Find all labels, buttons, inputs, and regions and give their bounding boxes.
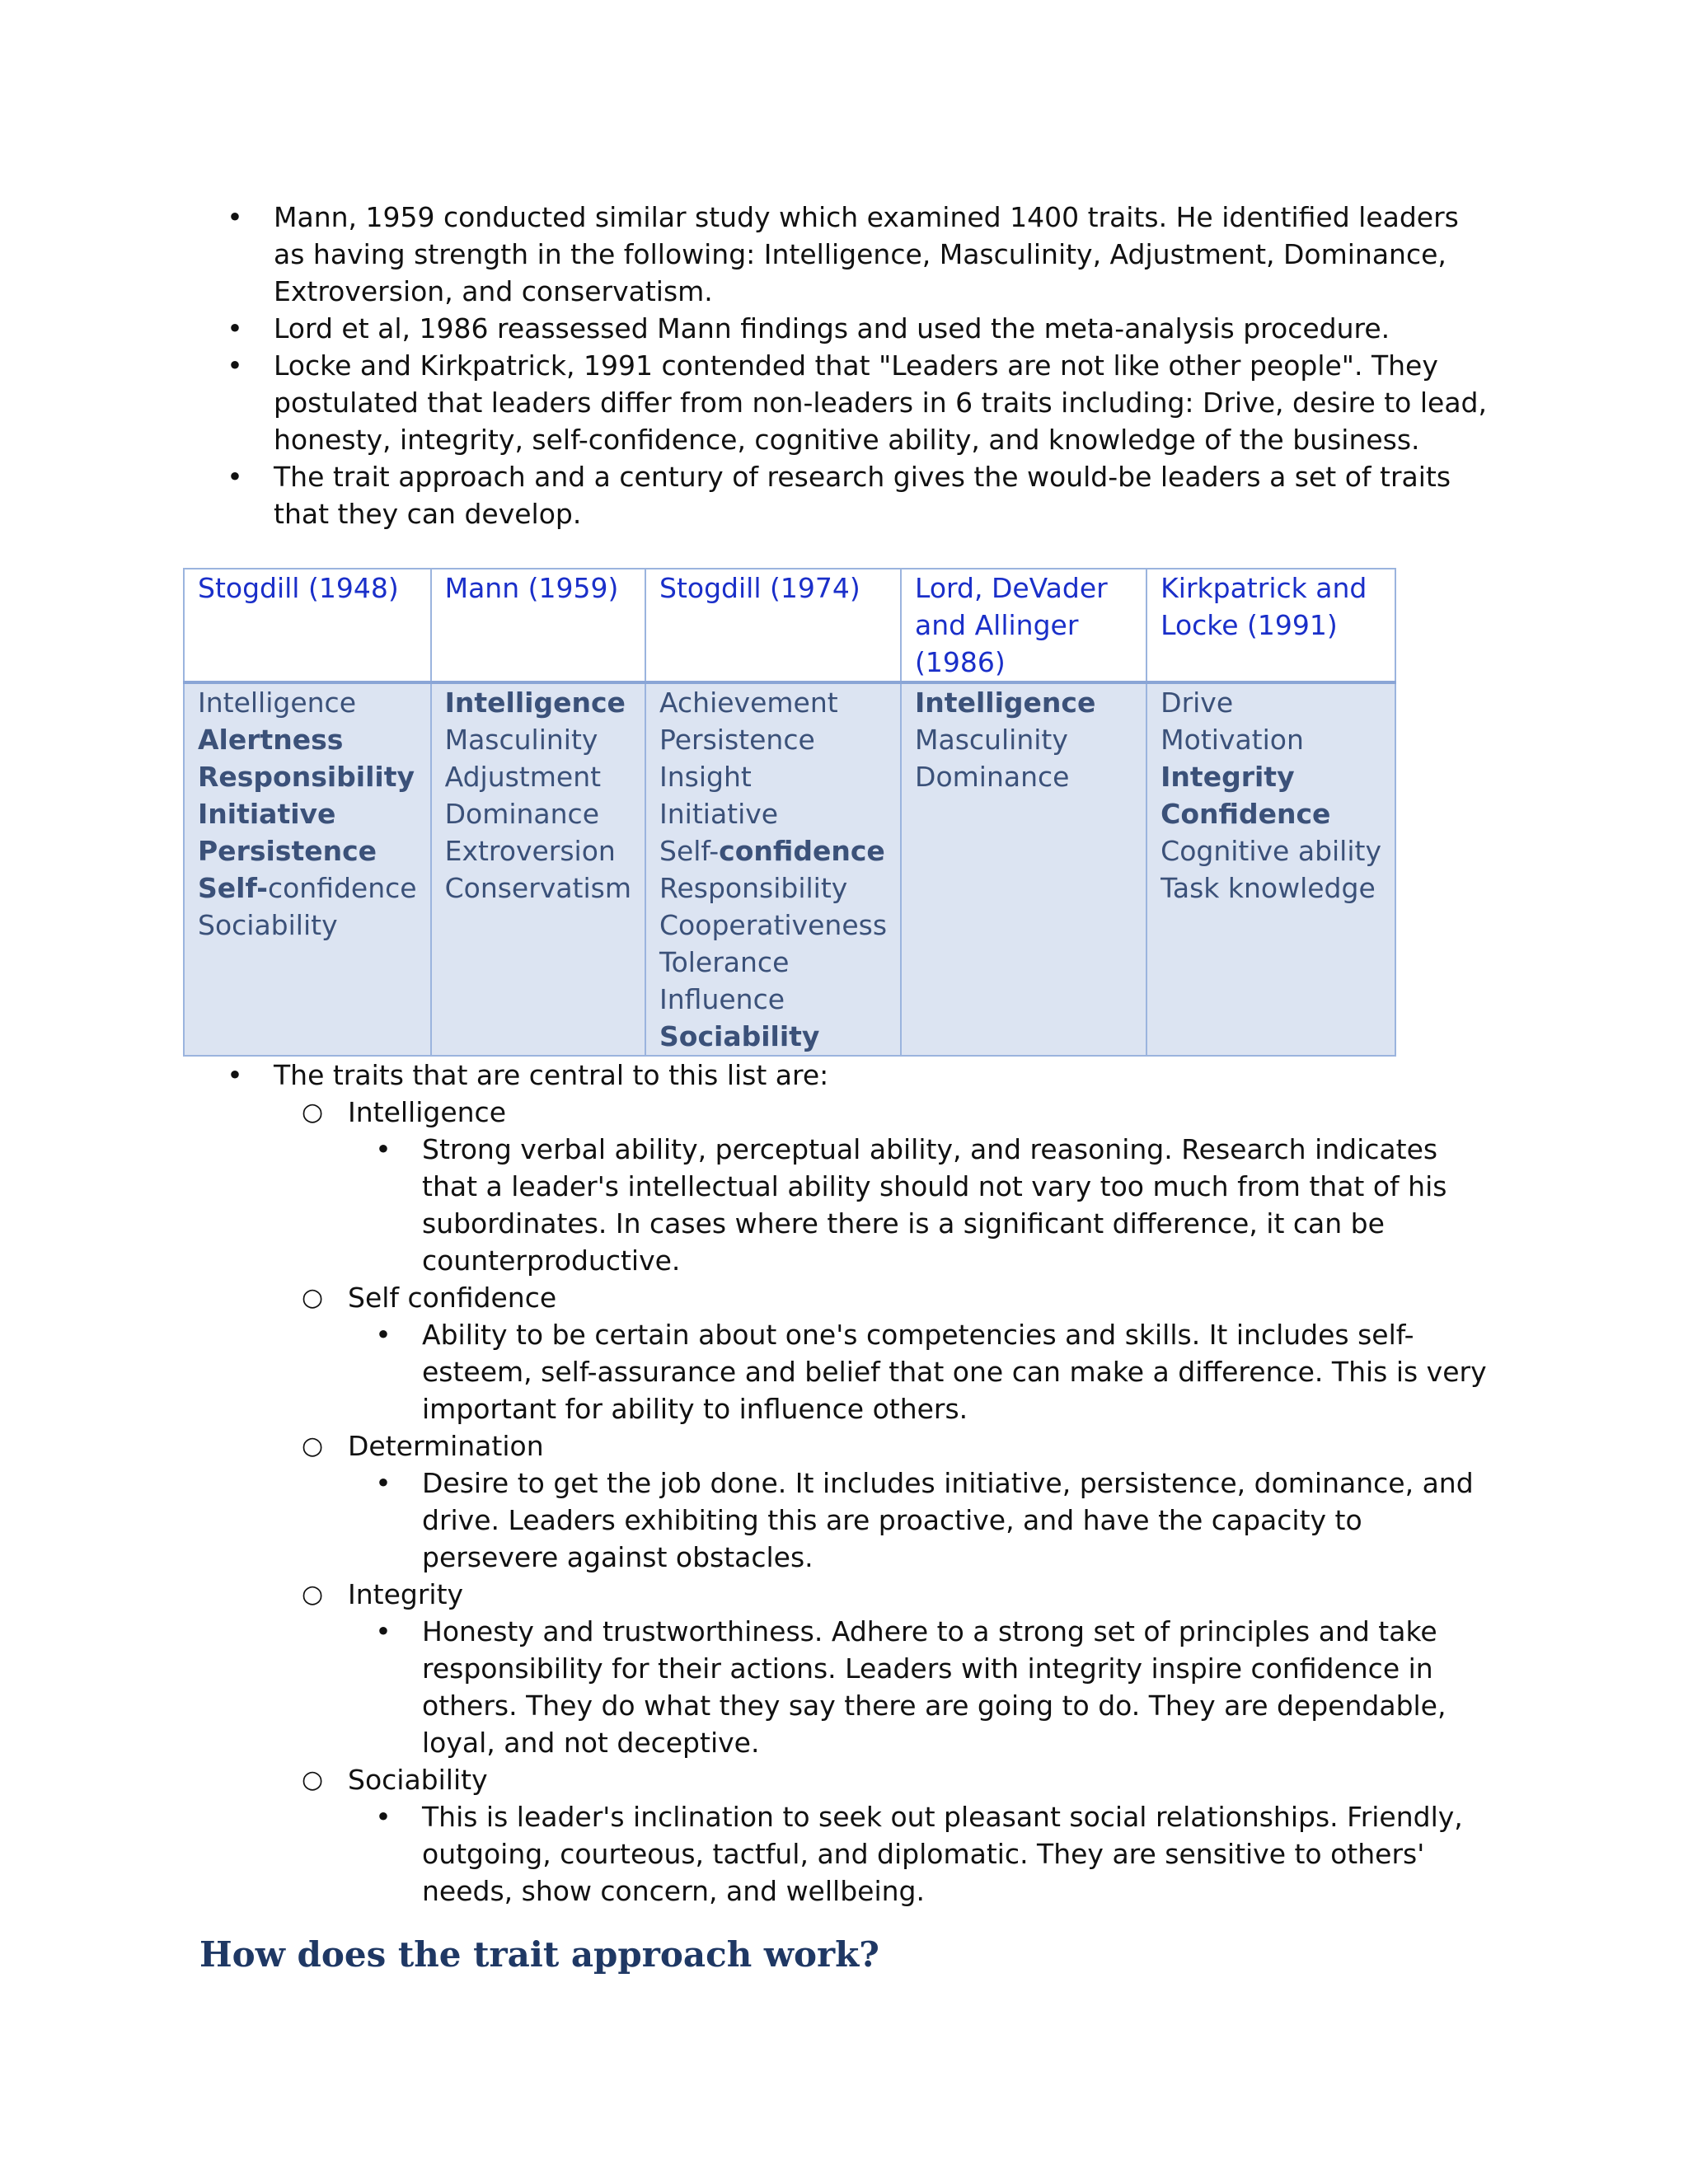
trait-description: Ability to be certain about one's competencies and skills. It includes self-esteem, self-assurance and belief that one can make a difference. This is very important for ability to influence others. bbox=[422, 1319, 1487, 1425]
trait-text: Intelligence bbox=[198, 687, 357, 719]
bullet-text: The trait approach and a century of research gives the would-be leaders a set of traits that they can develop. bbox=[274, 461, 1451, 530]
table-header-cell: Mann (1959) bbox=[431, 569, 645, 682]
trait-text: Extroversion bbox=[444, 835, 616, 867]
trait-text: Conservatism bbox=[444, 872, 632, 904]
table-cell bbox=[184, 682, 431, 1056]
traits-table bbox=[183, 568, 1396, 1057]
trait-text: Tolerance bbox=[659, 946, 790, 978]
trait-name: Integrity bbox=[348, 1578, 464, 1610]
trait-entry bbox=[659, 1018, 887, 1055]
trait-entry bbox=[198, 869, 417, 907]
trait-entry bbox=[1160, 832, 1381, 869]
list-item bbox=[223, 347, 1492, 458]
trait-entry bbox=[445, 684, 631, 721]
trait-detail-list bbox=[348, 1316, 1492, 1427]
list-item bbox=[223, 458, 1492, 532]
table-header-cell: Lord, DeVader and Allinger (1986) bbox=[901, 569, 1146, 682]
trait-description-item bbox=[371, 1798, 1492, 1910]
bullet-icon: • bbox=[375, 1467, 392, 1499]
trait-entry bbox=[198, 907, 417, 944]
trait-description-item bbox=[371, 1465, 1492, 1576]
circle-bullet-icon: ○ bbox=[302, 1098, 324, 1127]
central-traits-list bbox=[223, 1057, 1492, 1910]
trait-text: Cognitive ability bbox=[1160, 835, 1381, 867]
table-cell bbox=[1146, 682, 1395, 1056]
bullet-icon: • bbox=[227, 349, 243, 382]
trait-item bbox=[297, 1761, 1492, 1910]
bullet-icon: • bbox=[375, 1801, 392, 1833]
circle-bullet-icon: ○ bbox=[302, 1580, 324, 1609]
trait-text: Influence bbox=[659, 983, 785, 1015]
trait-entry bbox=[445, 869, 631, 907]
trait-text: Intelligence bbox=[444, 687, 626, 719]
trait-entry bbox=[1160, 758, 1381, 795]
trait-entry bbox=[659, 944, 887, 981]
bullet-icon: • bbox=[375, 1133, 392, 1165]
table-cell bbox=[901, 682, 1146, 1056]
trait-text: Responsibility bbox=[198, 761, 415, 793]
section-heading: How does the trait approach work? bbox=[199, 1934, 879, 1975]
trait-entry bbox=[659, 758, 887, 795]
trait-entry bbox=[198, 758, 417, 795]
trait-text: Persistence bbox=[659, 724, 815, 756]
trait-entry bbox=[445, 721, 631, 758]
table-header-cell: Kirkpatrick and Locke (1991) bbox=[1146, 569, 1395, 682]
trait-detail-list bbox=[348, 1798, 1492, 1910]
trait-text: Drive bbox=[1160, 687, 1234, 719]
trait-entry bbox=[445, 758, 631, 795]
trait-name: Sociability bbox=[348, 1764, 488, 1796]
trait-text: Dominance bbox=[915, 761, 1070, 793]
trait-item bbox=[297, 1427, 1492, 1576]
trait-text: Persistence bbox=[198, 835, 377, 867]
trait-description: Desire to get the job done. It includes initiative, persistence, dominance, and drive. Leaders exhibiting this are proactive, and have the capacity to persevere against obstacles. bbox=[422, 1467, 1474, 1573]
trait-entry bbox=[198, 795, 417, 832]
trait-description-item bbox=[371, 1613, 1492, 1761]
trait-item bbox=[297, 1094, 1492, 1279]
trait-text: Self- bbox=[198, 872, 268, 904]
trait-entry bbox=[1160, 869, 1381, 907]
trait-entry bbox=[1160, 795, 1381, 832]
trait-text: Initiative bbox=[198, 798, 336, 830]
table-cell bbox=[431, 682, 645, 1056]
trait-text: Responsibility bbox=[659, 872, 848, 904]
trait-item bbox=[297, 1279, 1492, 1427]
bullet-text: Lord et al, 1986 reassessed Mann findings and used the meta-analysis procedure. bbox=[274, 312, 1390, 344]
trait-item bbox=[297, 1576, 1492, 1761]
trait-text: Sociability bbox=[659, 1020, 820, 1052]
trait-text: Insight bbox=[659, 761, 752, 793]
trait-entry bbox=[198, 684, 417, 721]
trait-entry bbox=[445, 832, 631, 869]
trait-description: Strong verbal ability, perceptual ability, and reasoning. Research indicates that a leader's intellectual ability should not vary too much from that of his subordinates. In cases where there is a significant difference, it can be counterproductive. bbox=[422, 1133, 1447, 1277]
intro-bullet-list bbox=[223, 199, 1492, 532]
bullet-icon: • bbox=[227, 201, 243, 233]
trait-text: Masculinity bbox=[444, 724, 598, 756]
table-header-cell: Stogdill (1948) bbox=[184, 569, 431, 682]
trait-entry bbox=[1160, 684, 1381, 721]
trait-text: Motivation bbox=[1160, 724, 1304, 756]
table-header-row bbox=[184, 569, 1395, 682]
trait-text: Achievement bbox=[659, 687, 838, 719]
trait-entry bbox=[915, 758, 1132, 795]
bullet-text: Locke and Kirkpatrick, 1991 contended that "Leaders are not like other people". They postulated that leaders differ from non-leaders in 6 traits including: Drive, desire to lead, honesty, integrity, self-confidence, cognitive ability, and knowledge of the business. bbox=[274, 349, 1487, 456]
trait-detail-list bbox=[348, 1131, 1492, 1279]
trait-entry bbox=[659, 795, 887, 832]
trait-text: Dominance bbox=[444, 798, 600, 830]
trait-entry bbox=[659, 907, 887, 944]
table-row bbox=[184, 682, 1395, 1056]
trait-entry bbox=[445, 795, 631, 832]
table-header-cell: Stogdill (1974) bbox=[645, 569, 901, 682]
trait-text: Sociability bbox=[198, 909, 338, 941]
bullet-text: The traits that are central to this list are: bbox=[274, 1059, 829, 1091]
trait-detail-list bbox=[348, 1613, 1492, 1761]
trait-name: Determination bbox=[348, 1430, 544, 1462]
bullet-icon: • bbox=[227, 1059, 243, 1091]
trait-text: Adjustment bbox=[444, 761, 602, 793]
trait-text: Intelligence bbox=[915, 687, 1096, 719]
list-item bbox=[223, 310, 1492, 347]
circle-bullet-icon: ○ bbox=[302, 1283, 324, 1312]
bullet-text: Mann, 1959 conducted similar study which examined 1400 traits. He identified leaders as having strength in the following: Intelligence, Masculinity, Adjustment, Dominance, Extroversion, and conservatism. bbox=[274, 201, 1459, 307]
trait-text: Initiative bbox=[659, 798, 779, 830]
trait-description-item bbox=[371, 1131, 1492, 1279]
list-item bbox=[223, 199, 1492, 310]
trait-entry bbox=[659, 869, 887, 907]
trait-text: Task knowledge bbox=[1160, 872, 1376, 904]
trait-description: Honesty and trustworthiness. Adhere to a strong set of principles and take responsibility for their actions. Leaders with integrity inspire confidence in others. They do what they say there are going to do. They are dependable, loyal, and not deceptive. bbox=[422, 1615, 1447, 1759]
circle-bullet-icon: ○ bbox=[302, 1765, 324, 1794]
trait-detail-list bbox=[348, 1465, 1492, 1576]
bullet-icon: • bbox=[375, 1615, 392, 1647]
trait-entry bbox=[659, 684, 887, 721]
trait-entry bbox=[198, 721, 417, 758]
bullet-icon: • bbox=[227, 461, 243, 493]
trait-entry bbox=[915, 721, 1132, 758]
trait-text: Masculinity bbox=[915, 724, 1068, 756]
trait-sublist bbox=[274, 1094, 1492, 1910]
bullet-icon: • bbox=[375, 1319, 392, 1351]
trait-text: confidence bbox=[267, 872, 417, 904]
trait-name: Intelligence bbox=[348, 1096, 507, 1128]
trait-text: Confidence bbox=[1160, 798, 1331, 830]
table-cell bbox=[645, 682, 901, 1056]
trait-entry bbox=[659, 832, 887, 869]
circle-bullet-icon: ○ bbox=[302, 1432, 324, 1460]
trait-entry bbox=[1160, 721, 1381, 758]
list-item bbox=[223, 1057, 1492, 1910]
trait-entry bbox=[659, 981, 887, 1018]
trait-entry bbox=[659, 721, 887, 758]
trait-entry bbox=[198, 832, 417, 869]
trait-entry bbox=[915, 684, 1132, 721]
bullet-icon: • bbox=[227, 312, 243, 344]
trait-text: Alertness bbox=[198, 724, 344, 756]
trait-text: Integrity bbox=[1160, 761, 1295, 793]
trait-text: confidence bbox=[719, 835, 885, 867]
trait-text: Self- bbox=[659, 835, 720, 867]
trait-name: Self confidence bbox=[348, 1282, 557, 1314]
trait-description: This is leader's inclination to seek out pleasant social relationships. Friendly, outgoing, courteous, tactful, and diplomatic. They are sensitive to others' needs, show concern, and wellbeing. bbox=[422, 1801, 1463, 1907]
trait-text: Cooperativeness bbox=[659, 909, 888, 941]
trait-description-item bbox=[371, 1316, 1492, 1427]
